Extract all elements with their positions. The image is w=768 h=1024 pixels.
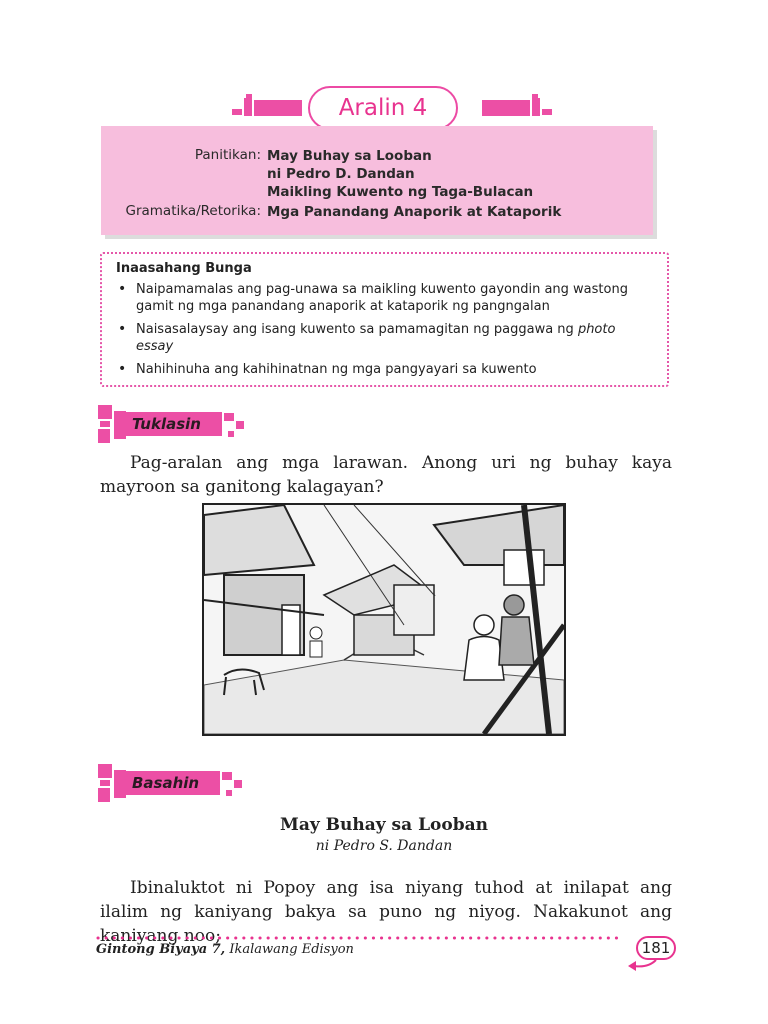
- lesson-info-panel: [101, 126, 653, 235]
- panitikan-genre: Maikling Kuwento ng Taga-Bulacan: [267, 184, 534, 200]
- footer-book-title: Gintong Biyaya 7, Ikalawang Edisyon: [96, 942, 354, 957]
- section-title: Tuklasin: [122, 412, 211, 436]
- panitikan-author: ni Pedro D. Dandan: [267, 166, 415, 182]
- expected-outcomes-title: Inaasahang Bunga: [116, 261, 252, 276]
- footer-dotted-rule: [96, 934, 626, 942]
- list-item: • Naisasalaysay ang isang kuwento sa pamamagitan ng paggawa ng photo essay: [116, 321, 655, 355]
- photo-essay-term: photo essay: [136, 322, 616, 354]
- banner-tail-icon: [208, 411, 248, 439]
- illustration-drawing: [204, 505, 564, 734]
- page-number: 181: [636, 936, 676, 960]
- expected-outcomes-box: [100, 252, 669, 387]
- section-banner-tuklasin: [96, 405, 246, 445]
- panitikan-title: May Buhay sa Looban: [267, 148, 432, 164]
- panitikan-label: Panitikan:: [194, 147, 261, 163]
- section-title: Basahin: [122, 771, 209, 795]
- tuklasin-instruction: Pag-aralan ang mga larawan. Anong uri ng buhay kaya mayroon sa ganitong kalagayan?: [100, 453, 672, 497]
- header-ornament-right: [482, 94, 552, 120]
- story-opening-paragraph: Ibinaluktot ni Popoy ang isa niyang tuhod at inilapat ang ilalim ng kaniyang bakya sa puno ng niyog. Nakakunot ang kaniyang noo;: [100, 878, 672, 946]
- list-item: • Nahihinuha ang kahihinatnan ng mga pangyayari sa kuwento: [116, 361, 655, 378]
- slum-illustration: [202, 503, 566, 736]
- story-author: ni Pedro S. Dandan: [315, 838, 453, 854]
- section-banner-basahin: [96, 764, 246, 804]
- header-ornament-left: [232, 94, 302, 120]
- list-item: • Naipamamalas ang pag-unawa sa maikling kuwento gayondin ang wastong gamit ng mga panandang anaporik at kataporik ng pangngalan: [116, 281, 655, 315]
- lesson-title: Aralin 4: [308, 86, 458, 130]
- page-number-badge: [626, 932, 678, 972]
- story-title: May Buhay sa Looban: [280, 815, 488, 835]
- lesson-header: [232, 86, 552, 130]
- banner-tail-icon: [206, 770, 246, 798]
- gramatika-label: Gramatika/Retorika:: [125, 203, 261, 219]
- gramatika-value: Mga Panandang Anaporik at Kataporik: [267, 204, 562, 220]
